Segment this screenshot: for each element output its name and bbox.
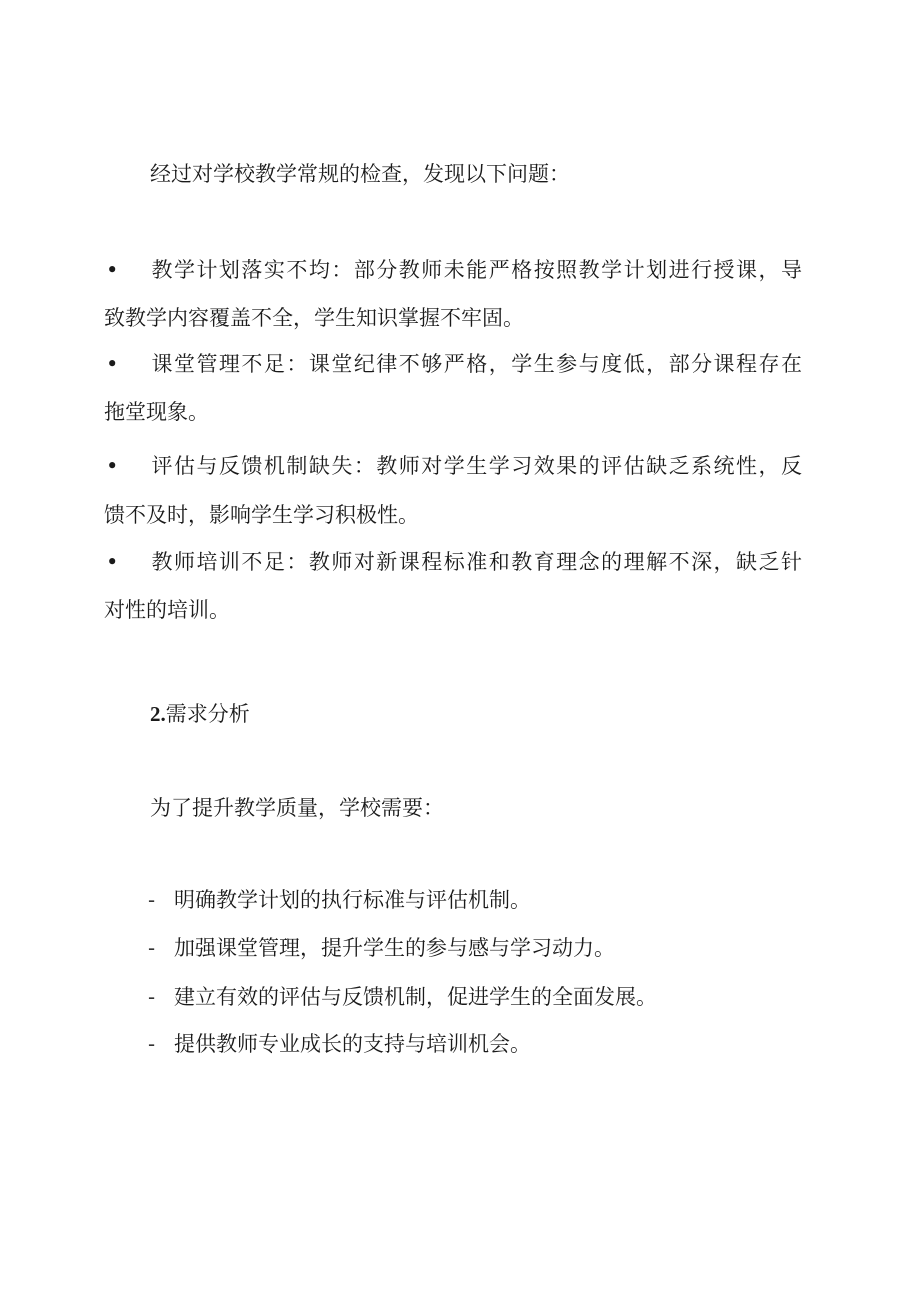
- bullet-icon: •: [106, 550, 119, 574]
- need-text: 加强课堂管理，提升学生的参与感与学习动力。: [174, 936, 615, 960]
- section-number: 2.: [150, 702, 166, 726]
- section-title: 需求分析: [165, 702, 250, 726]
- section-heading: [150, 702, 250, 726]
- problem-text-line: 教师培训不足：教师对新课程标准和教育理念的理解不深，缺乏针: [150, 550, 802, 574]
- dash-icon: -: [148, 1032, 156, 1056]
- need-item-4: [148, 1032, 531, 1056]
- problem-item-2: [106, 352, 802, 376]
- problem-text-continuation: 对性的培训。: [104, 598, 230, 622]
- problem-text-continuation: 拖堂现象。: [104, 400, 209, 424]
- need-text: 提供教师专业成长的支持与培训机会。: [174, 1032, 531, 1056]
- intro-paragraph: 经过对学校教学常规的检查，发现以下问题：: [150, 162, 570, 186]
- problem-text-continuation: 馈不及时，影响学生学习积极性。: [104, 503, 419, 527]
- problem-text-line: 教学计划落实不均：部分教师未能严格按照教学计划进行授课，导: [150, 258, 802, 282]
- need-item-2: [148, 936, 615, 960]
- problem-text-line: 课堂管理不足：课堂纪律不够严格，学生参与度低，部分课程存在: [150, 352, 802, 376]
- problem-item-1: [106, 258, 802, 282]
- need-text: 明确教学计划的执行标准与评估机制。: [174, 888, 531, 912]
- need-item-1: [148, 888, 531, 912]
- problem-item-4: [106, 550, 802, 574]
- problem-text-line: 评估与反馈机制缺失：教师对学生学习效果的评估缺乏系统性，反: [150, 454, 802, 478]
- dash-icon: -: [148, 936, 156, 960]
- need-item-3: [148, 985, 657, 1009]
- problem-item-3: [106, 454, 802, 478]
- bullet-icon: •: [106, 258, 119, 282]
- dash-icon: -: [148, 985, 156, 1009]
- problem-text-continuation: 致教学内容覆盖不全，学生知识掌握不牢固。: [104, 306, 524, 330]
- bullet-icon: •: [106, 454, 119, 478]
- need-text: 建立有效的评估与反馈机制，促进学生的全面发展。: [174, 985, 657, 1009]
- bullet-icon: •: [106, 352, 119, 376]
- needs-intro-paragraph: 为了提升教学质量，学校需要：: [150, 796, 444, 820]
- dash-icon: -: [148, 888, 156, 912]
